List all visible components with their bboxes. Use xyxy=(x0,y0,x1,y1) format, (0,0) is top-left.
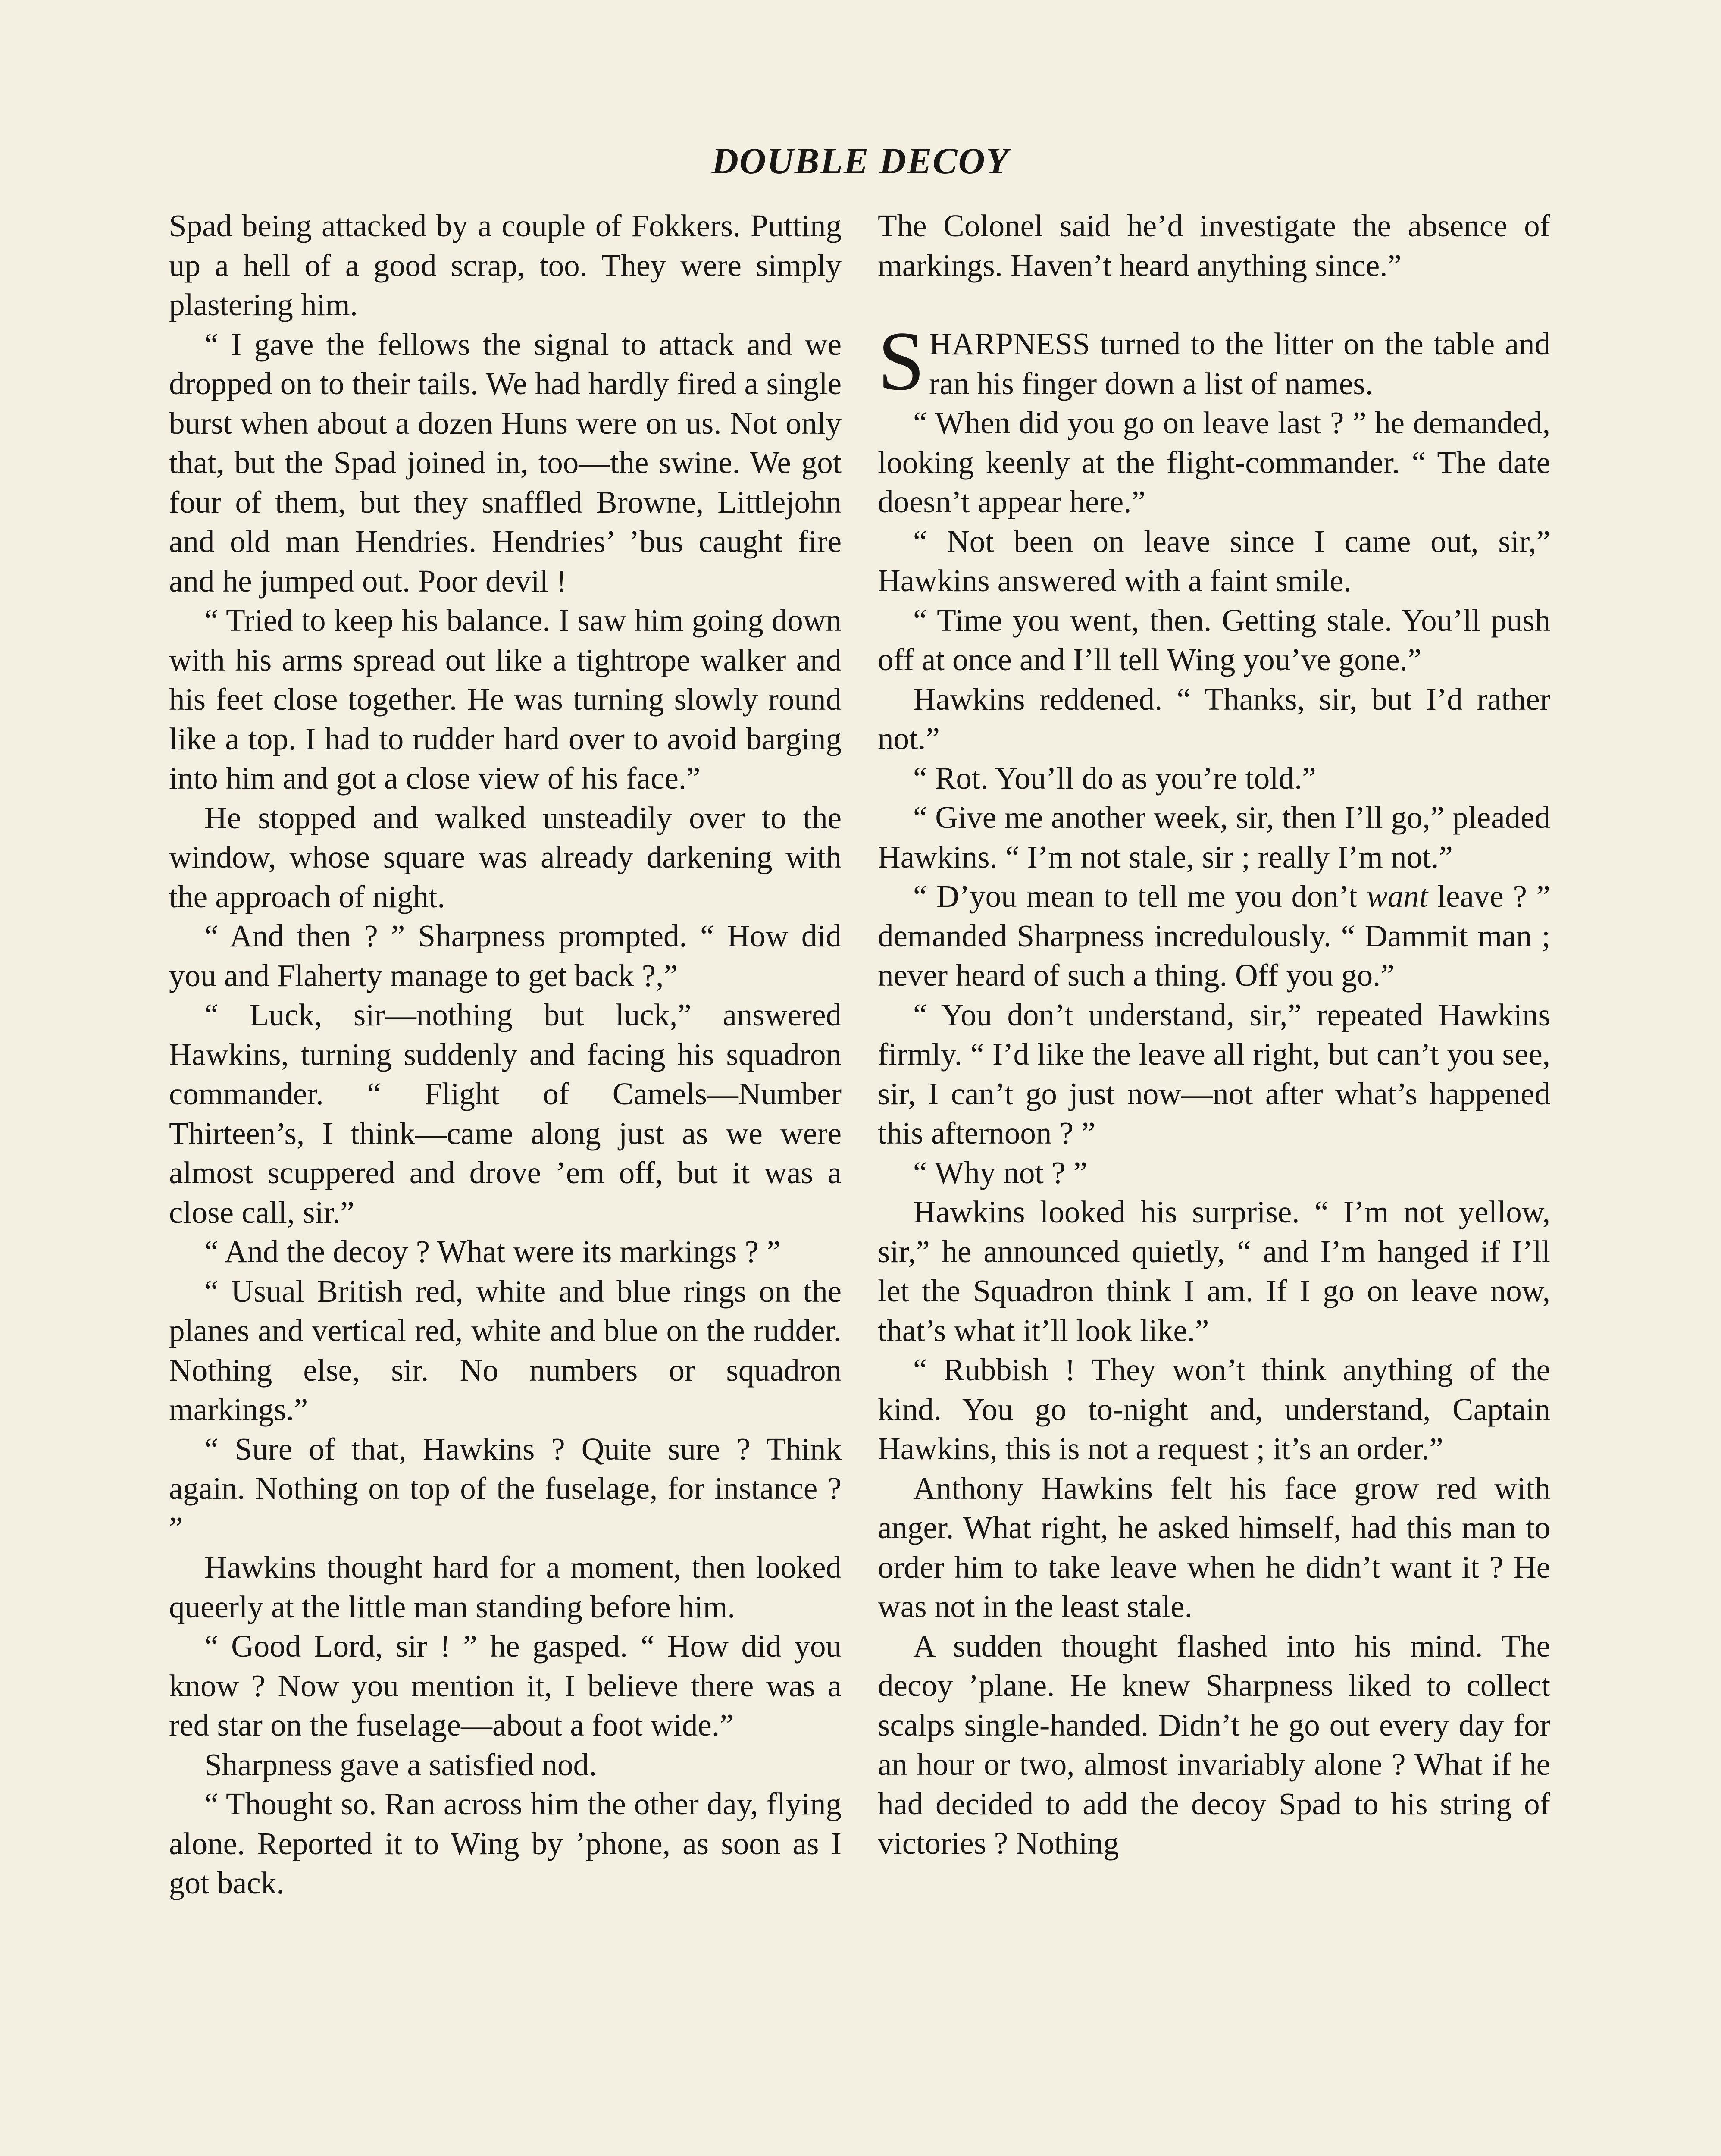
paragraph: “ And then ? ” Sharpness prompted. “ How did you and Flaherty manage to get back ?,” xyxy=(169,918,842,993)
paragraph: “ Good Lord, sir ! ” he gasped. “ How did you know ? Now you mention it, I believe there was a red star on the fuselage—about a foot wide.” xyxy=(169,1629,842,1742)
paragraph: “ Sure of that, Hawkins ? Quite sure ? Think again. Nothing on top of the fuselage, for instance ? ” xyxy=(169,1431,842,1545)
paragraph: Hawkins looked his surprise. “ I’m not yellow, sir,” he announced quietly, “ and I’m hanged if I’ll let the Squadron think I am. If I go on leave now, that’s what it’ll look like.” xyxy=(878,1194,1550,1348)
paragraph: A sudden thought flashed into his mind. The decoy ’plane. He knew Sharpness liked to collect scalps single-handed. Didn’t he go out every day for an hour or two, almost invariably alone ? What if he had decided to add the decoy Spad to his string of victories ? Nothing xyxy=(878,1628,1550,1861)
emphasized-word: want xyxy=(1367,879,1428,914)
paragraph: The Colonel said he’d investigate the absence of markings. Haven’t heard anything since.” xyxy=(878,208,1550,283)
page-title: DOUBLE DECOY xyxy=(711,140,1010,182)
paragraph: “ Not been on leave since I came out, sir,” Hawkins answered with a faint smile. xyxy=(878,523,1550,598)
text-run: leave ? ” demanded Sharpness incredulously. “ Dammit man ; never heard of such a thing. Off you go.” xyxy=(878,879,1550,993)
paragraph: “ And the decoy ? What were its markings ? ” xyxy=(204,1234,781,1269)
paragraph: Hawkins reddened. “ Thanks, sir, but I’d rather not.” xyxy=(878,681,1550,756)
right-column xyxy=(878,206,1550,1863)
paragraph: “ I gave the fellows the signal to attack and we dropped on to their tails. We had hardly fired a single burst when about a dozen Huns were on us. Not only that, but the Spad joined in, too—the swine. We got four of them, but they snaffled Browne, Littlejohn and old man Hendries. Hendries’ ’bus caught fire and he jumped out. Poor devil ! xyxy=(169,326,842,599)
paragraph: “ Why not ? ” xyxy=(913,1155,1088,1190)
paragraph: “ Thought so. Ran across him the other day, flying alone. Reported it to Wing by ’phone, as soon as I got back. xyxy=(169,1786,842,1900)
paragraph: “ You don’t understand, sir,” repeated Hawkins firmly. “ I’d like the leave all right, but can’t you see, sir, I can’t go just now—not after what’s happened this afternoon ? ” xyxy=(878,997,1550,1150)
paragraph: He stopped and walked unsteadily over to the window, whose square was already darkening with the approach of night. xyxy=(169,800,842,914)
paragraph: “ Rot. You’ll do as you’re told.” xyxy=(913,760,1316,796)
paragraph: “ Usual British red, white and blue rings on the planes and vertical red, white and blue on the rudder. Nothing else, sir. No numbers or squadron markings.” xyxy=(169,1273,842,1427)
drop-cap: S xyxy=(878,314,925,408)
paragraph: Sharpness gave a satisfied nod. xyxy=(204,1747,597,1782)
section-opening-text: HARPNESS turned to the litter on the table and ran his finger down a list of names. xyxy=(929,326,1550,401)
paragraph: Spad being attacked by a couple of Fokkers. Putting up a hell of a good scrap, too. They were simply plastering him. xyxy=(169,208,842,322)
paragraph: “ Give me another week, sir, then I’ll go,” pleaded Hawkins. “ I’m not stale, sir ; really I’m not.” xyxy=(878,800,1550,874)
paragraph: “ Time you went, then. Getting stale. You’ll push off at once and I’ll tell Wing you’ve gone.” xyxy=(878,602,1550,677)
paragraph: “ When did you go on leave last ? ” he demanded, looking keenly at the flight-commander. “ The date doesn’t appear here.” xyxy=(878,405,1550,519)
text-run: “ D’you mean to tell me you don’t xyxy=(913,879,1367,914)
paragraph xyxy=(878,877,1550,995)
paragraph: Hawkins thought hard for a moment, then looked queerly at the little man standing before him. xyxy=(169,1550,842,1624)
paragraph: “ Luck, sir—nothing but luck,” answered Hawkins, turning suddenly and facing his squadron commander. “ Flight of Camels—Number Thirteen’s, I think—came along just as we were almost scuppered and drove ’em off, but it was a close call, sir.” xyxy=(169,997,842,1230)
paragraph: Anthony Hawkins felt his face grow red with anger. What right, he asked himself, had this man to order him to take leave when he didn’t want it ? He was not in the least stale. xyxy=(878,1470,1550,1624)
section-opening-paragraph xyxy=(878,314,1550,408)
left-column xyxy=(169,206,842,1903)
paragraph: “ Tried to keep his balance. I saw him going down with his arms spread out like a tightrope walker and his feet close together. He was turning slowly round like a top. I had to rudder hard over to avoid barging into him and got a close view of his face.” xyxy=(169,603,842,796)
paragraph: “ Rubbish ! They won’t think anything of the kind. You go to-night and, understand, Captain Hawkins, this is not a request ; it’s an order.” xyxy=(878,1352,1550,1466)
